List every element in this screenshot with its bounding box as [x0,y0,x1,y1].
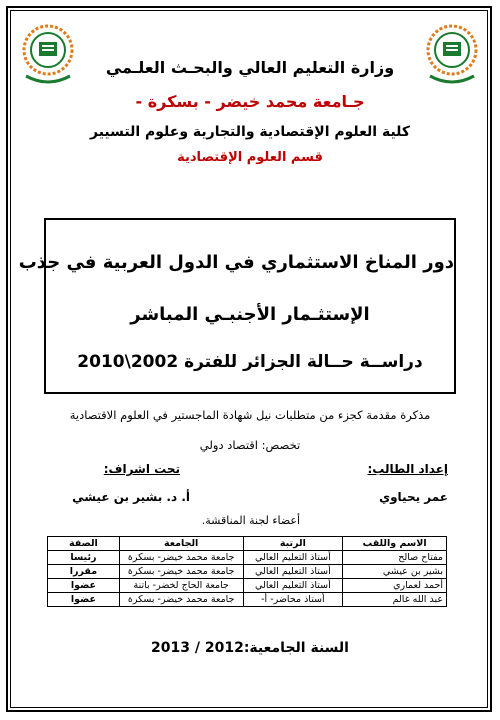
jury-header-name: الاسم واللقب [343,537,447,551]
thesis-title-line-2: الإستثـمار الأجنبـي المباشر [130,304,370,325]
jury-member-university: جامعة محمد خيضر- بسكرة [119,593,243,607]
jury-member-rank: أستاذ التعليم العالي [243,565,343,579]
supervisor-name: أ. د. بشير بن عيشي [72,490,190,504]
jury-member-role: مقررا [48,565,120,579]
jury-member-name: عبد الله غالم [343,593,447,607]
jury-member-name: بشير بن عيشي [343,565,447,579]
supervisor-label: تحت اشراف: [103,462,180,476]
prepared-by-label: إعداد الطالب: [367,462,448,476]
faculty-name: كلية العلوم الإقتصادية والتجارية وعلوم التسيير [89,124,411,140]
jury-label: أعضاء لجنة المناقشة. [201,514,300,527]
jury-header-rank: الرتبة [243,537,343,551]
student-name: عمر يحياوي [379,490,448,504]
memo-statement: مذكرة مقدمة كجزء من متطلبات نيل شهادة الماجستير في العلوم الاقتصادية [69,408,431,422]
academic-year: السنة الجامعية:2012 / 2013 [151,640,349,656]
jury-table [47,536,447,607]
jury-member-name: أحمد لعماري [343,579,447,593]
thesis-title-line-3: دراســة حــالة الجزائر للفترة 2002\2010 [77,352,423,372]
jury-member-rank: أستاذ التعليم العالي [243,579,343,593]
jury-member-university: جامعة محمد خيضر- بسكرة [119,565,243,579]
university-seal-icon [422,22,482,88]
jury-header-row [48,537,447,551]
ministry-title: وزارة التعليم العالي والبحـث العلـمي [105,58,395,77]
jury-member-role: عضوا [48,593,120,607]
specialization: تخصص: اقتصاد دولي [199,438,301,452]
table-row [48,579,447,593]
jury-member-name: مفتاح صالح [343,551,447,565]
table-row [48,551,447,565]
university-name: جـامعة محمد خيضر - بسكرة - [135,92,365,111]
jury-member-university: جامعة الحاج لخضر- باتنة [119,579,243,593]
jury-member-role: رئيسا [48,551,120,565]
jury-member-rank: أستاذ محاضر- أ- [243,593,343,607]
jury-header-role: الصفة [48,537,120,551]
thesis-title-box [18,218,456,394]
thesis-title-line-1: دور المناخ الاستثماري في الدول العربية في جذب [18,252,454,273]
department-name: قسم العلوم الإقتصادية [177,150,323,165]
table-row [48,593,447,607]
jury-member-university: جامعة محمد خيضر- بسكرة [119,551,243,565]
jury-member-role: عضوا [48,579,120,593]
table-row [48,565,447,579]
jury-member-rank: أستاذ التعليم العالي [243,551,343,565]
jury-header-university: الجامعة [119,537,243,551]
university-seal-icon [18,22,78,88]
